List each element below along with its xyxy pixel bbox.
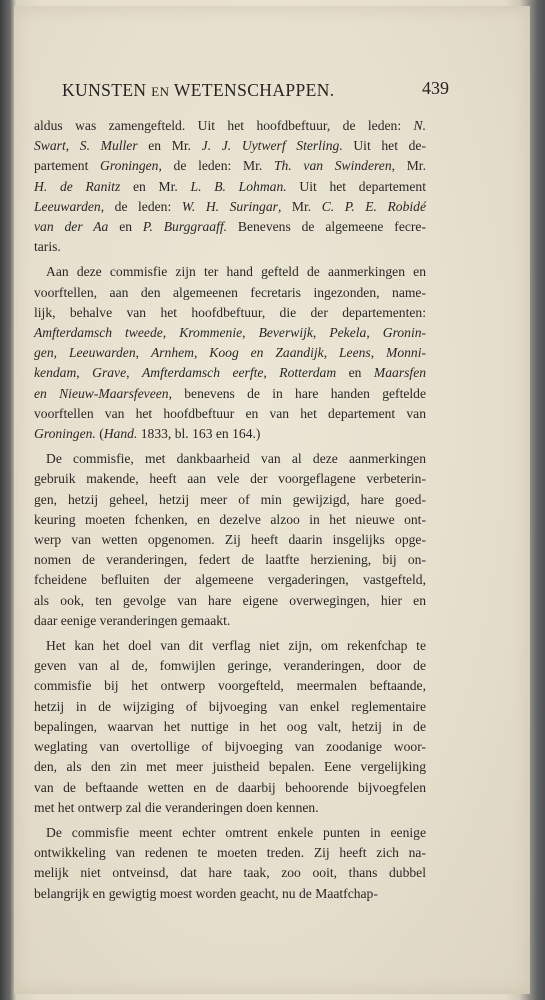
italic-text: Rotterdam [279, 365, 337, 381]
text-run: belangrijk en gewigtig moest worden geacht, nu de Maatfchap- [34, 885, 378, 901]
text-line [34, 283, 426, 303]
page-number: 439 [422, 78, 449, 98]
italic-text: Hand. [103, 426, 138, 442]
text-run: lijk, behalve van het hoofdbeftuur, die der departementen: [34, 304, 426, 320]
italic-text: J. J. Uytwerf Sterling. [201, 138, 343, 154]
italic-text: P. Burggraaff. [142, 219, 228, 235]
text-run: , benevens de in hare handen geftelde [168, 385, 426, 401]
italic-text: Amfterdamsch eerfte [141, 365, 264, 381]
text-run: gen, hetzij geheel, hetzij meer of min gewijzigd, hare goed- [34, 491, 426, 507]
italic-text: Maarsfen [373, 365, 427, 381]
paragraph [34, 823, 426, 904]
text-run: aldus was zamengefteld. Uit het hoofdbeftuur, de leden: [34, 118, 414, 133]
italic-text: Leeuwarden [68, 345, 136, 361]
text-run: Benevens de algemeene fecre- [227, 219, 426, 235]
text-run: taris. [34, 239, 61, 255]
italic-text: Koog en Zaandijk [209, 345, 324, 361]
text-run: , de leden: Mr. [158, 158, 274, 174]
text-line [34, 717, 426, 737]
text-run: voorftellen, aan den algemeenen fecretaris ingezonden, name- [34, 284, 426, 300]
text-line [34, 197, 426, 217]
text-run: , [323, 345, 339, 361]
text-run: keuring moeten fchenken, en dezelve alzoo in het nieuwe ont- [34, 511, 426, 527]
italic-text: W. H. Suringar [181, 198, 278, 214]
text-run: , [162, 325, 180, 341]
text-line [34, 237, 426, 257]
text-line [34, 570, 426, 590]
text-run: , [193, 345, 210, 361]
italic-text: Gronin- [382, 325, 427, 341]
text-line [34, 843, 426, 863]
text-run: Uit het de- [342, 138, 426, 154]
body-text [34, 116, 426, 904]
text-line [34, 262, 426, 282]
paragraph [34, 636, 426, 818]
text-run: De commisfie, met dankbaarheid van al deze aanmerkingen [46, 451, 426, 467]
text-run: bepalingen, waarvan het nuttige in het oog valt, hetzij in de [34, 718, 426, 734]
text-line [34, 697, 426, 717]
text-run: Uit het departement [286, 178, 426, 194]
text-run: , [126, 365, 142, 381]
italic-text: en Nieuw-Maarsfeveen [34, 385, 169, 401]
text-run: , [370, 345, 387, 361]
italic-text: Swart [34, 138, 66, 154]
text-line [34, 510, 426, 530]
text-run: , [76, 365, 93, 381]
text-run: geven van al de, fomwijlen geringe, veranderingen, door de [34, 658, 426, 674]
italic-text: N. [413, 118, 426, 133]
text-run: hetzij in de wijziging of bijvoeging van enkel reglementaire [34, 698, 426, 714]
text-line [34, 136, 426, 156]
text-run: , [53, 345, 69, 361]
text-run: nomen de veranderingen, federt de laatfte herziening, bij on- [34, 552, 426, 568]
text-run: , [366, 325, 383, 341]
text-run: , Mr. [391, 158, 426, 174]
text-run: , [312, 325, 330, 341]
italic-text: Th. van Swinderen [273, 158, 392, 174]
italic-text: L. B. Lohman. [190, 178, 287, 194]
text-line [34, 737, 426, 757]
text-run: , Mr. [277, 198, 322, 214]
text-run: commisfie bij het ontwerp voorgefteld, meermalen beftaande, [34, 678, 426, 694]
text-run: 1833, bl. 163 en 164.) [137, 426, 261, 442]
text-line [34, 550, 426, 570]
italic-text: Krommenie [179, 325, 243, 341]
text-run: weglating van overtollige of bijvoeging van zoodanige woor- [34, 739, 426, 755]
text-line [34, 404, 426, 424]
italic-text: Monni- [386, 345, 427, 361]
italic-text: Amfterdamsch tweede [34, 325, 163, 341]
text-run: , [263, 365, 280, 381]
text-line [34, 863, 426, 883]
italic-text: S. Muller [79, 138, 138, 154]
italic-text: Leeuwarden [34, 198, 101, 214]
text-line [34, 424, 426, 444]
text-line [34, 591, 426, 611]
text-line [34, 177, 426, 197]
italic-text: kendam [34, 365, 77, 381]
text-run: en Mr. [137, 138, 202, 154]
italic-text: gen [34, 345, 54, 361]
text-run: met het ontwerp zal die veranderingen doen kennen. [34, 799, 319, 815]
text-line [34, 303, 426, 323]
text-run: , de leden: [100, 198, 182, 214]
text-line [34, 384, 426, 404]
text-run: en Mr. [120, 178, 191, 194]
italic-text: Leens [339, 345, 371, 361]
text-run: , [135, 345, 151, 361]
italic-text: Beverwijk [258, 325, 313, 341]
text-line [34, 217, 426, 237]
text-line [34, 636, 426, 656]
text-run: van de beftaande wetten en de daarbij behoorende bijvoegfelen [34, 779, 426, 795]
italic-text: C. P. E. Robidé [321, 198, 426, 214]
paragraph [34, 116, 426, 257]
text-run: en [336, 365, 374, 381]
text-line [34, 798, 426, 818]
italic-text: H. de Ranitz [34, 178, 121, 194]
text-line [34, 469, 426, 489]
text-line [34, 656, 426, 676]
paragraph [34, 262, 426, 444]
italic-text: Groningen [100, 158, 159, 174]
text-run: werp van wetten opgenomen. Zij heeft daarin insgelijks opge- [34, 532, 426, 548]
text-run: Aan deze commisfie zijn ter hand gefteld de aanmerkingen en [46, 264, 426, 280]
italic-text: van der Aa [34, 219, 109, 235]
text-run: voorftellen van het hoofdbeftuur en van het departement van [34, 405, 426, 421]
text-line [34, 449, 426, 469]
text-line [34, 884, 426, 904]
text-run: , [65, 138, 80, 154]
text-run: , [242, 325, 259, 341]
italic-text: Arnhem [150, 345, 194, 361]
text-line [34, 343, 426, 363]
italic-text: Groningen. [34, 426, 96, 442]
text-run: den, als den zin met meer juistheid bepalen. Eene vergelijking [34, 759, 426, 775]
paragraph [34, 449, 426, 631]
text-line [34, 156, 426, 176]
text-line [34, 363, 426, 383]
text-run: partement [34, 158, 101, 174]
text-line [34, 823, 426, 843]
text-run: als ook, ten gevolge van hare eigene overwegingen, hier en [34, 592, 426, 608]
text-run: Het kan het doel van dit verflag niet zijn, om rekenfchap te [46, 638, 426, 654]
text-line [34, 778, 426, 798]
italic-text: Grave [92, 365, 127, 381]
text-line [34, 116, 426, 136]
text-run: ( [95, 426, 104, 442]
text-run: melijk niet ontveinsd, dat hare taak, zoo ooit, thans dubbel [34, 865, 426, 881]
text-run: ontwikkeling van redenen te moeten treden. Zij heeft zich na- [34, 845, 426, 861]
text-run: daar eenige veranderingen gemaakt. [34, 612, 231, 628]
italic-text: Pekela [329, 325, 367, 341]
text-run: De commisfie meent echter omtrent enkele punten in eenige [46, 824, 426, 840]
text-line [34, 490, 426, 510]
text-line [34, 757, 426, 777]
running-title: KUNSTEN EN WETENSCHAPPEN. [62, 80, 335, 100]
text-line [34, 323, 426, 343]
text-run: en [108, 219, 143, 235]
text-run: gebruik makende, heeft aan vele der voorgeflagene verbeterin- [34, 471, 426, 487]
text-run: fcheidene befluiten der algemeene vergaderingen, vastgefteld, [34, 572, 426, 588]
text-line [34, 530, 426, 550]
text-line [34, 676, 426, 696]
text-line [34, 611, 426, 631]
